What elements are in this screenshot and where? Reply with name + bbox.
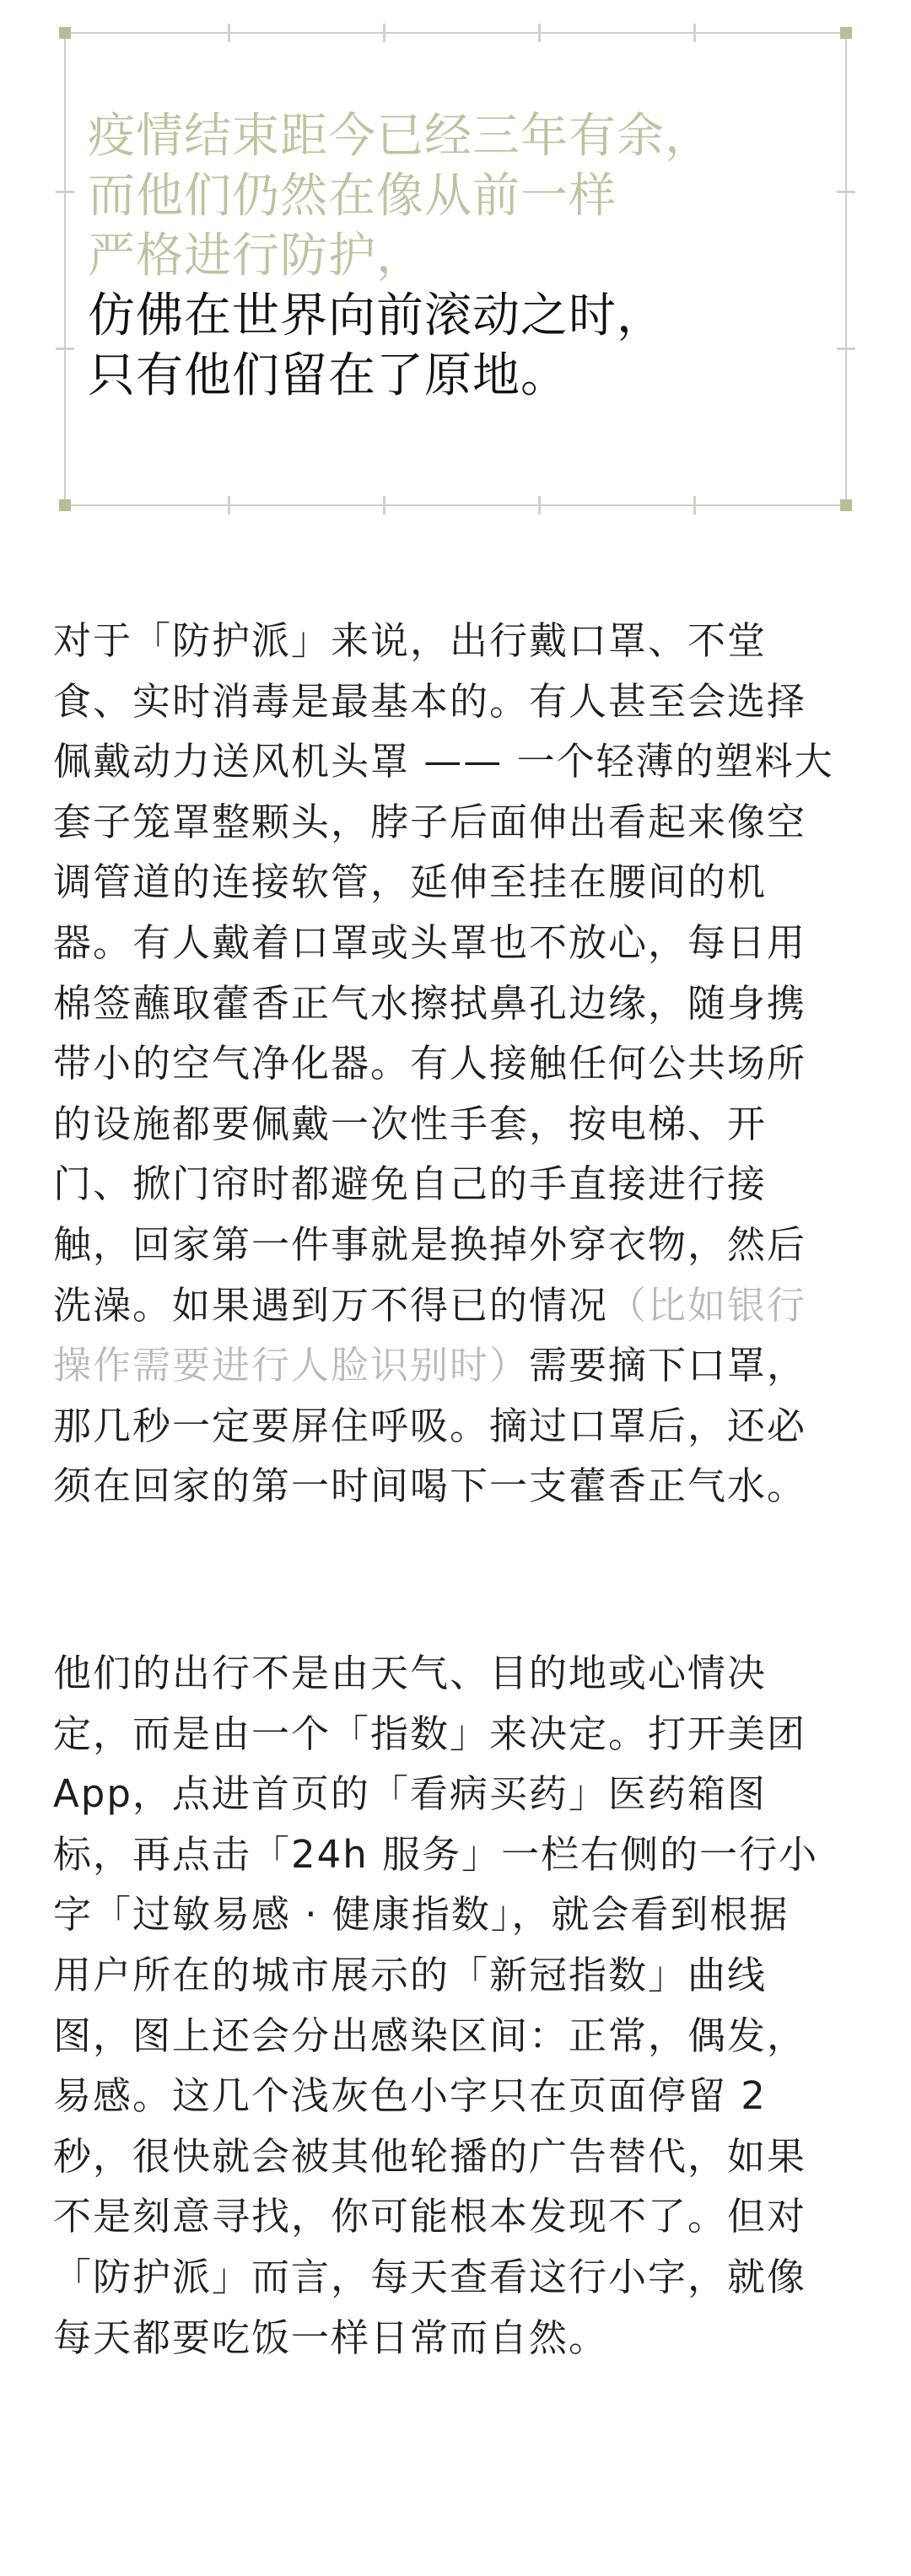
paragraph-line: 不是刻意寻找，你可能根本发现不了。但对 bbox=[53, 2194, 807, 2239]
frame-tick bbox=[56, 348, 74, 350]
paragraph-line: 食、实时消毒是最基本的。有人甚至会选择 bbox=[53, 678, 807, 724]
aside-text: （比如银行 bbox=[608, 1282, 807, 1328]
quote-text bbox=[88, 106, 823, 406]
frame-tick bbox=[228, 24, 230, 42]
corner-handle-bottom-left bbox=[59, 499, 71, 511]
paragraph-line: 定，而是由一个「指数」来决定。打开美团 bbox=[53, 1711, 807, 1756]
paragraph-line: 他们的出行不是由天气、目的地或心情决 bbox=[53, 1651, 768, 1695]
paragraph-line bbox=[53, 1275, 863, 1336]
frame-tick bbox=[693, 496, 696, 515]
quote-line-emphasis: 仿佛在世界向前滚动之时， bbox=[88, 288, 665, 343]
frame-tick bbox=[693, 24, 696, 42]
paragraph-line: 图，图上还会分出感染区间：正常，偶发， bbox=[53, 2013, 807, 2058]
paragraph-line: 每天都要吃饭一样日常而自然。 bbox=[53, 2315, 609, 2360]
aside-text: 操作需要进行人脸识别时） bbox=[53, 1343, 530, 1388]
corner-handle-bottom-right bbox=[840, 499, 852, 511]
quote-line: 严格进行防护， bbox=[88, 229, 424, 283]
frame-tick bbox=[538, 496, 541, 515]
body-paragraph-1 bbox=[53, 611, 863, 1517]
paragraph-line: 须在回家的第一时间喝下一支藿香正气水。 bbox=[53, 1463, 807, 1509]
frame-tick bbox=[837, 348, 855, 350]
paragraph-line: 棉签蘸取藿香正气水擦拭鼻孔边缘，随身携 bbox=[53, 980, 807, 1026]
paragraph-line: 易感。这几个浅灰色小字只在页面停留 2 bbox=[53, 2073, 767, 2119]
paragraph-line: 标，再点击「24h 服务」一栏右侧的一行小 bbox=[53, 1831, 819, 1877]
paragraph-line: 佩戴动力送风机头罩 —— 一个轻薄的塑料大 bbox=[53, 739, 834, 784]
quote-line-emphasis: 只有他们留在了原地。 bbox=[88, 348, 569, 403]
frame-tick bbox=[837, 191, 855, 193]
paragraph-line: 套子笼罩整颗头，脖子后面伸出看起来像空 bbox=[53, 799, 807, 844]
paragraph-line: 门、掀门帘时都避免自己的手直接进行接 bbox=[53, 1161, 768, 1207]
frame-tick bbox=[228, 496, 230, 515]
paragraph-line: 的设施都要佩戴一次性手套，按电梯、开 bbox=[53, 1101, 768, 1146]
frame-tick bbox=[538, 24, 541, 42]
paragraph-line: 字「过敏易感 · 健康指数」，就会看到根据 bbox=[53, 1892, 790, 1937]
frame-tick bbox=[383, 496, 385, 515]
quote-line: 疫情结束距今已经三年有余， bbox=[88, 109, 713, 164]
paragraph-line: 触，回家第一件事就是换掉外穿衣物，然后 bbox=[53, 1221, 807, 1267]
paragraph-text: 洗澡。如果遇到万不得已的情况 bbox=[53, 1282, 609, 1328]
corner-handle-top-left bbox=[59, 27, 71, 39]
body-paragraph-2 bbox=[53, 1643, 863, 2368]
paragraph-line bbox=[53, 1335, 863, 1396]
quote-line: 而他们仍然在像从前一样 bbox=[88, 169, 617, 224]
paragraph-line: 秒，很快就会被其他轮播的广告替代，如果 bbox=[53, 2133, 807, 2179]
paragraph-line: 「防护派」而言，每天查看这行小字，就像 bbox=[53, 2254, 807, 2299]
paragraph-line: 那几秒一定要屏住呼吸。摘过口罩后，还必 bbox=[53, 1403, 807, 1448]
paragraph-line: 对于「防护派」来说，出行戴口罩、不堂 bbox=[53, 618, 768, 663]
frame-tick bbox=[383, 24, 385, 42]
paragraph-text: 需要摘下口罩， bbox=[529, 1343, 807, 1388]
paragraph-line: App，点进首页的「看病买药」医药箱图 bbox=[53, 1771, 767, 1817]
frame-tick bbox=[56, 191, 74, 193]
quote-box bbox=[64, 32, 847, 506]
corner-handle-top-right bbox=[840, 27, 852, 39]
paragraph-line: 器。有人戴着口罩或头罩也不放心，每日用 bbox=[53, 919, 807, 965]
paragraph-line: 调管道的连接软管，延伸至挂在腰间的机 bbox=[53, 860, 768, 905]
paragraph-line: 带小的空气净化器。有人接触任何公共场所 bbox=[53, 1041, 807, 1086]
paragraph-line: 用户所在的城市展示的「新冠指数」曲线 bbox=[53, 1952, 768, 1997]
